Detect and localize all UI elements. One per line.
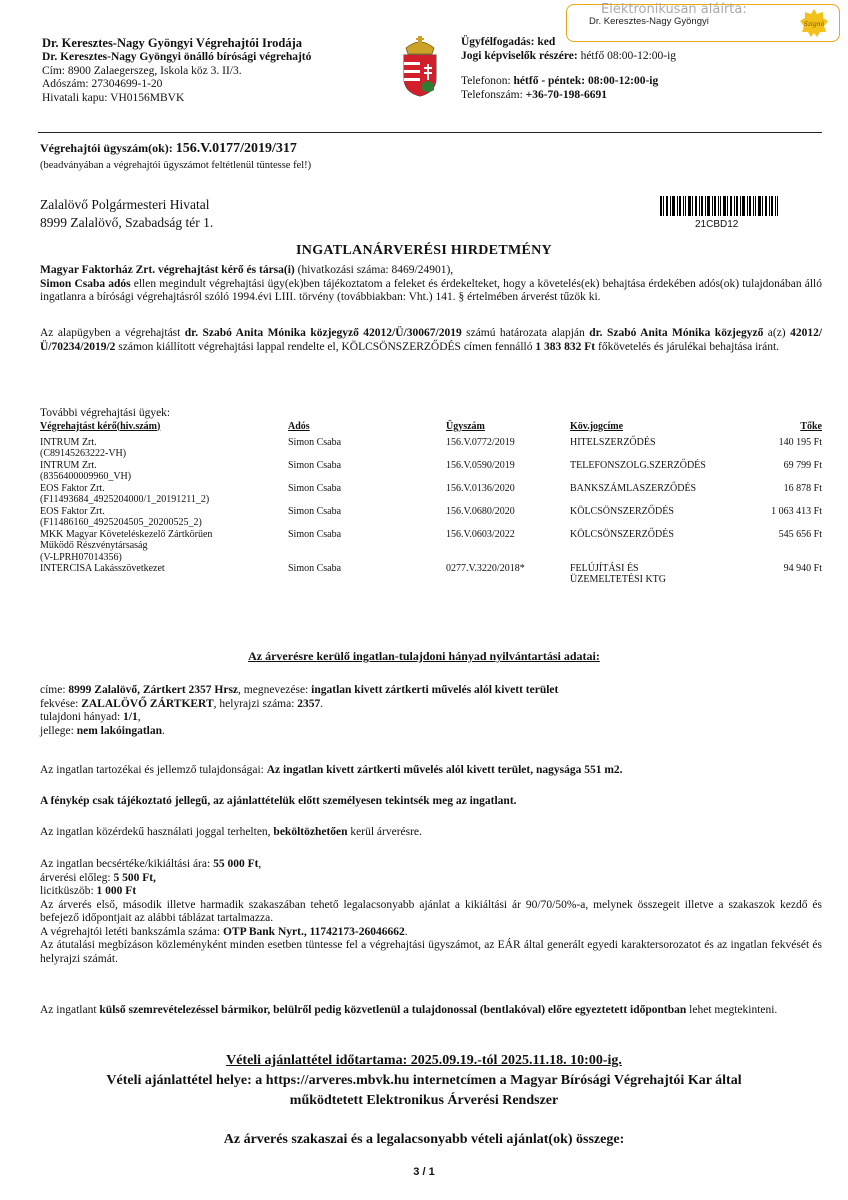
property-details: címe: 8999 Zalalövő, Zártkert 2357 Hrsz, megnevezése: ingatlan kivett zártkerti művelés alól kivett terület fekvése: ZALALÖVŐ ZÁRTKERT, helyrajzi száma: 2357. tulajdoni hányad: 1/1, jellege: nem lakóingatlan. [40,684,559,737]
property-character: nem lakóingatlan [76,724,163,737]
rep-hours-label: Jogi képviselők részére: [461,49,578,62]
row-ref: (8356400009960_VH) [40,471,132,482]
row-amount: 16 878 Ft [783,482,822,494]
property-lot-number: 2357 [297,697,321,710]
basis-text-b: számú határozata alapján [461,327,590,339]
contact-block [461,36,801,102]
header-creditor: Végrehajtást kérő(hiv.szám) [40,420,161,432]
bank-account: OTP Bank Nyrt., 11742173-26046662 [222,925,405,938]
viewing-note [40,1004,822,1018]
bank-end: . [404,925,408,938]
table-row [40,483,822,506]
row-claim-title: TELEFONSZOLG.SZERZŐDÉS [570,459,706,471]
header-claim-title: Köv.jogcíme [570,420,624,432]
auction-stages-heading: Az árverés szakaszai és a legalacsonyabb vételi ajánlat(ok) összege: [223,1132,625,1147]
principal-amount: 1 383 832 Ft [535,340,596,353]
row-debtor: Simon Csaba [288,505,342,517]
header-case: Ügyszám [446,420,485,432]
office-gate: Hivatali kapu: VH0156MBVK [42,91,185,104]
property-share: 1/1 [123,711,138,723]
rep-hours-value: hétfő 08:00-12:00-ig [580,49,677,62]
intro-text: ellen megindult végrehajtási ügy(ek)ben tájékoztatom a feleket és érdekelteket, hogy a követelés(ek) behajtása érdekében adós(ok) tulajdonában álló ingatlanra a bírósági végrehajtásról szóló 1994.évi LIII. törvény (továbbiakban: Vht.) 141. § értelmében árverést tűzök ki. [40,277,822,303]
coat-of-arms-icon [398,34,442,98]
row-creditor: EOS Faktor Zrt. [40,505,105,517]
row-claim-title-2: ÜZEMELTETÉSI KTG [570,574,667,585]
row-creditor: INTERCISA Lakásszövetkezet [40,562,165,574]
bidding-place-line-1[interactable]: Vételi ajánlattétel helye: a https://arveres.mbvk.hu internetcímen a Magyar Bírósági Végrehajtói Kar által [106,1073,742,1088]
property-address: 8999 Zalalövő, Zártkert 2357 Hrsz [68,684,239,696]
phone-hours-label: Telefonon: [461,75,511,87]
phone-number-value: +36-70-198-6691 [525,88,607,101]
case-note: (beadványában a végrehajtói ügyszámot feltétlenül tüntesse fel!) [40,160,312,171]
row-ref: (C89145263222-VH) [40,448,127,459]
starting-price: 55 000 Ft [213,858,259,870]
bidding-place-line-2: működtetett Elektronikus Árverési Rendszer [289,1093,559,1108]
row-debtor: Simon Csaba [288,436,342,448]
row-case: 156.V.0136/2020 [446,482,515,494]
client-hours [461,36,801,50]
viewing-text-c: lehet megtekinteni. [686,1004,778,1016]
bank-label: A végrehajtói letéti bankszámla száma: [40,925,223,938]
creditor-ref: (hivatkozási száma: 8469/24901), [294,264,454,276]
bid-step-value: 1 000 Ft [96,885,137,897]
recipient-line-1: Zalalövő Polgármesteri Hivatal [40,197,210,212]
row-creditor: INTRUM Zrt. [40,436,97,448]
phone-hours [461,75,801,89]
row-case: 156.V.0772/2019 [446,436,515,448]
row-ref: (V-LPRH07014356) [40,551,122,563]
usage-note [40,826,822,840]
usage-text-c: kerül árverésre. [347,826,422,838]
office-address: Cím: 8900 Zalaegerszeg, Iskola köz 3. II/3. [42,64,242,77]
property-location: ZALALÖVŐ ZÁRTKERT [81,697,214,710]
page-number: 3 / 1 [413,1166,435,1178]
notary-decision: dr. Szabó Anita Mónika közjegyző 42012/Ü/30067/2019 [184,327,462,339]
price-block: Az ingatlan becsértéke/kikiáltási ára: 55 000 Ft, árverési előleg: 5 500 Ft, licitküszöb: 1 000 Ft Az árverés első, második illetve harmadik szakaszában tehető legalacsonyabb ajánlat a kikiáltási ár 90/70/50%-a, melynek összegeit illetve a szakaszok kezdő és befejező időpontjait az alábbi táblázat tartalmazza. A végrehajtói letéti bankszámla száma: OTP Bank Nyrt., 11742173-26046662. Az átutalási megbízáson közleményként minden esetben tüntesse fel a végrehajtási ügyszámot, az EÁR által generált egyedi karaktersorozatot és az ingatlan fekvését és helyrajzi számát. [40,858,822,965]
client-hours-label: Ügyfélfogadás: [461,36,535,48]
row-debtor: Simon Csaba [288,482,342,494]
basis-text-c: a(z) [763,327,791,339]
esign-name: Dr. Keresztes-Nagy Gyöngyi [589,16,709,27]
stage-text: Az árverés első, második illetve harmadik szakaszában tehető legalacsonyabb ajánlat a kikiáltási ár 90/70/50%-a, melynek összegeit illetve a szakaszok kezdő és befejező időpontjait az alábbi táblázat tartalmazza. [40,898,822,924]
table-header-row [40,421,822,433]
row-claim-title: BANKSZÁMLASZERZŐDÉS [570,482,697,494]
property-features [40,764,822,778]
deposit-label: árverési előleg: [40,871,114,884]
phone-hours-value: hétfő - péntek: 08:00-12:00-ig [513,75,659,87]
basis-paragraph [40,327,822,354]
rep-hours [461,50,801,64]
header-divider [38,132,822,133]
row-claim-title: KÖLCSÖNSZERZŐDÉS [570,528,674,540]
usage-text-a: Az ingatlan közérdekű használati joggal terhelten, [40,826,274,838]
row-case: 156.V.0680/2020 [446,505,515,517]
office-header [42,36,402,105]
row-ref: (F11486160_4925204505_20200525_2) [40,517,202,528]
location-label: fekvése: [40,697,82,710]
office-tax-number: Adószám: 27304699-1-20 [42,78,163,90]
row-debtor: Simon Csaba [288,562,342,574]
case-label: Végrehajtói ügyszám(ok): [40,141,173,155]
client-hours-value: ked [537,36,556,48]
row-amount: 140 195 Ft [778,436,822,448]
phone-number-label: Telefonszám: [461,88,523,101]
property-designation: ingatlan kivett zártkerti művelés alól kivett terület [311,684,559,696]
document-title: INGATLANÁRVERÉSI HIRDETMÉNY [296,243,552,258]
share-label: tulajdoni hányad: [40,711,124,723]
transfer-text: Az átutalási megbízáson közleményként minden esetben tüntesse fel a végrehajtási ügyszámot, az EÁR által generált egyedi karaktersorozatot és az ingatlan fekvését és helyrajzi számát. [40,939,822,965]
office-name: Dr. Keresztes-Nagy Gyöngyi Végrehajtói Irodája [42,36,303,50]
address-label: címe: [40,684,69,696]
table-row [40,529,822,563]
creditor-name: Magyar Faktorház Zrt. végrehajtást kérő és társa(i) [40,264,295,276]
header-debtor: Adós [288,420,310,432]
bid-step-label: licitküszöb: [40,885,97,897]
deposit-value: 5 500 Ft, [113,871,156,884]
table-row [40,460,822,483]
row-debtor: Simon Csaba [288,459,342,471]
debtor-name: Simon Csaba adós [40,277,131,290]
row-creditor: MKK Magyar Követeléskezelő Zártkörűen [40,528,213,540]
row-debtor: Simon Csaba [288,528,342,540]
row-amount: 545 656 Ft [778,528,822,540]
case-reference [40,142,297,155]
barcode-text: 21CBD12 [695,219,739,230]
recipient-line-2: 8999 Zalalövő, Szabadság tér 1. [40,215,214,230]
viewing-text-b: külső szemrevételezéssel bármikor, belülről pedig közvetlenül a tulajdonossal (bentlakóval) előre egyeztetett időpontban [99,1004,687,1016]
barcode-icon [660,196,778,216]
property-heading: Az árverésre kerülő ingatlan-tulajdoni hányad nyilvántartási adatai: [248,649,600,663]
basis-text-e: főkövetelés és járulékai behajtása iránt. [595,340,780,353]
row-creditor: INTRUM Zrt. [40,459,97,471]
basis-text-a: Az alapügyben a végrehajtást [40,327,185,339]
enforcement-doc-number: 42012/Ü/70234/2019/2 [40,327,823,353]
row-amount: 94 940 Ft [783,562,822,574]
photo-note: A fénykép csak tájékoztató jellegű, az ajánlattételük előtt személyesen tekintsék meg az ingatlant. [40,795,517,807]
table-caption: További végrehajtási ügyek: [40,407,171,419]
notary-name: dr. Szabó Anita Mónika közjegyző [589,327,764,339]
svg-text:Szignó: Szignó [803,21,825,28]
basis-text-d: számon kiállított végrehajtási lappal rendelte el, KÖLCSÖNSZERZŐDÉS címen fennálló [115,340,536,353]
row-amount: 1 063 413 Ft [771,505,822,517]
row-creditor-2: Működő Részvénytársaság [40,540,148,551]
intro-paragraph [40,264,822,305]
row-amount: 69 799 Ft [783,459,822,471]
designation-label: , megnevezése: [238,684,312,696]
recipient-address [40,196,213,232]
table-row [40,563,822,587]
lot-number-label: , helyrajzi száma: [213,697,298,710]
bidding-period: Vételi ajánlattétel időtartama: 2025.09.19.-tól 2025.11.18. 10:00-ig. [226,1053,622,1068]
character-label: jellege: [40,724,77,737]
row-case: 0277.V.3220/2018* [446,562,525,574]
viewing-text-a: Az ingatlant [40,1004,100,1016]
table-row [40,506,822,529]
case-number: 156.V.0177/2019/317 [175,141,297,156]
row-claim-title: FELÚJÍTÁSI ÉS [570,562,639,574]
office-subtitle: Dr. Keresztes-Nagy Gyöngyi önálló bírósági végrehajtó [42,51,312,63]
esign-caption: Elektronikusan aláírta: [601,2,747,17]
signature-seal-icon [799,8,829,38]
phone-number [461,89,801,103]
row-case: 156.V.0603/2022 [446,528,515,540]
row-ref: (F11493684_4925204000/1_20191211_2) [40,494,210,505]
row-claim-title: KÖLCSÖNSZERZŐDÉS [570,505,674,517]
row-creditor: EOS Faktor Zrt. [40,482,105,494]
usage-moveable: beköltözhetően [273,826,348,838]
row-case: 156.V.0590/2019 [446,459,515,471]
table-row [40,437,822,460]
row-claim-title: HITELSZERZŐDÉS [570,436,656,448]
features-label: Az ingatlan tartozékai és jellemző tulajdonságai: [40,764,267,776]
further-cases-table [40,408,822,587]
value-label: Az ingatlan becsértéke/kikiáltási ára: [40,858,214,870]
header-principal: Tőke [800,420,822,432]
features-value: Az ingatlan kivett zártkerti művelés alól kivett terület, nagysága 551 m2. [266,764,623,776]
